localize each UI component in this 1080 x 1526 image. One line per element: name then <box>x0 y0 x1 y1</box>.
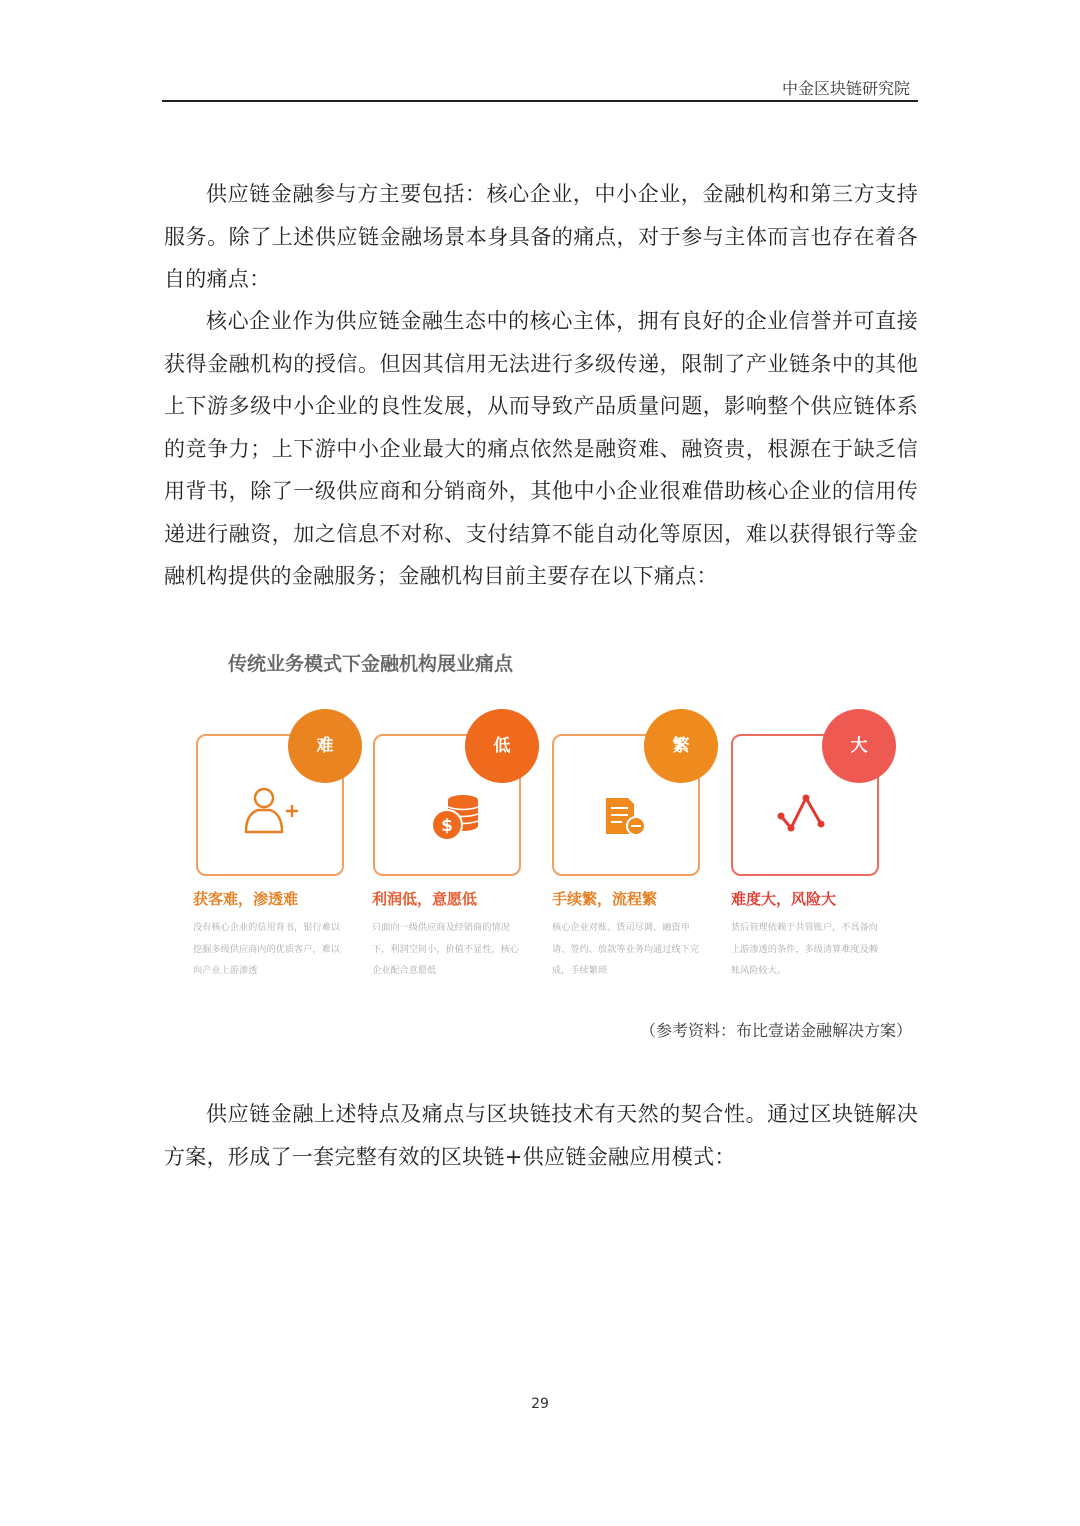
badge-difficult: 难 <box>288 709 362 783</box>
figure-source: （参考资料：布比壹诺金融解决方案） <box>639 1021 912 1040</box>
card-description-3: 核心企业对账、货司尽调、融资申请、签约、放款等业务均通过线下完成，手续繁琐 <box>552 922 699 976</box>
card-heading-2: 利润低，意愿低 <box>372 890 478 908</box>
page-header <box>162 76 918 102</box>
card-heading-3: 手续繁，流程繁 <box>552 890 658 908</box>
paragraph-core-enterprise: 核心企业作为供应链金融生态中的核心主体，拥有良好的企业信誉并可直接获得金融机构的授信。但因其信用无法进行多级传递，限制了产业链条中的其他上下游多级中小企业的良性发展，从而导致产品质量问题，影响整个供应链体系的竞争力；上下游中小企业最大的痛点依然是融资难、融资贵，根源在于缺乏信用背书，除了一级供应商和分销商外，其他中小企业很难借助核心企业的信用传递进行融资，加之信息不对称、支付结算不能自动化等原因，难以获得银行等金融机构提供的金融服务；金融机构目前主要存在以下痛点： <box>164 309 918 588</box>
page-number: 29 <box>531 1396 549 1412</box>
paragraph-participants: 供应链金融参与方主要包括：核心企业，中小企业，金融机构和第三方支持服务。除了上述供应链金融场景本身具备的痛点，对于参与主体而言也存在着各自的痛点： <box>164 182 918 291</box>
badge-big: 大 <box>822 709 896 783</box>
card-description-1: 没有核心企业的信用背书，银行难以挖掘多级供应商内的优质客户，难以向产业上游渗透 <box>193 922 340 976</box>
figure-title: 传统业务模式下金融机构展业痛点 <box>228 653 514 675</box>
header-org-name: 中金区块链研究院 <box>781 79 910 98</box>
card-heading-4: 难度大，风险大 <box>731 890 837 908</box>
paragraph-blockchain-fit: 供应链金融上述特点及痛点与区块链技术有天然的契合性。通过区块链解决方案，形成了一套完整有效的区块链+供应链金融应用模式： <box>164 1102 918 1169</box>
card-description-4: 货后管理依赖于共管账户，不具备向上游渗透的条件，多级清算难度及赖账风险较大。 <box>731 922 878 976</box>
card-heading-1: 获客难，渗透难 <box>193 890 299 908</box>
card-description-2: 只面向一级供应商及经销商的情况下，利润空间小，价值不显性，核心企业配合意愿低 <box>372 922 519 976</box>
svg-text:$: $ <box>441 816 453 836</box>
badge-low: 低 <box>465 709 539 783</box>
badge-complex: 繁 <box>644 709 718 783</box>
